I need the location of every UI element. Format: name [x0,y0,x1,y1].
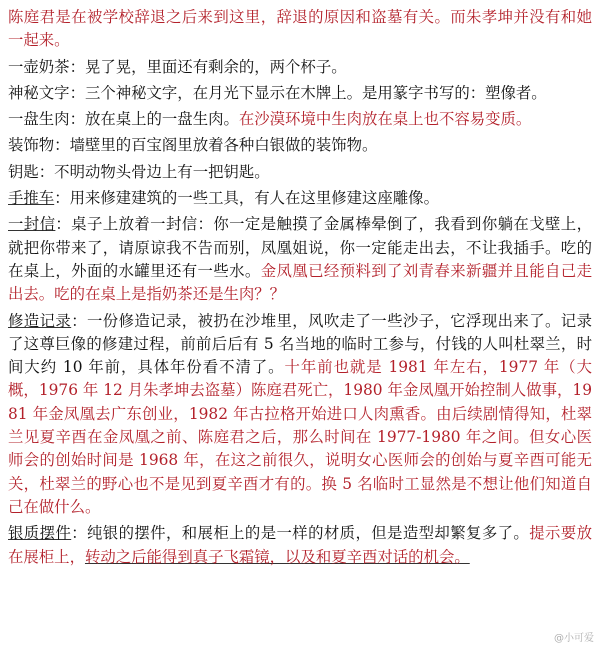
annotation-text: 在沙漠环境中生肉放在桌上也不容易变质。 [238,110,532,129]
item-term: 手推车 [8,189,55,208]
annotation-text: 十年前也就是 1981 年左右，1977 年（大概，1976 年 12 月朱孝坤去盗墓）陈庭君死亡，1980 年金凤凰开始控制人做事，1981 年金凤凰去广东创业，1982 年古拉格开始进口人肉熏香。由后续剧情得知，杜翠兰见夏辛酉在金凤凰之前、陈庭君之后，那么时间在 1977-1980 年之间。但女心医师会的创始时间是 1968 年，在这之前很久，说明女心医师会的创始与夏辛酉可能无关，杜翠兰的野心也不是见到夏辛酉才有的。换 5 名临时工显然是不想让他们知道自己在做什么。 [8,358,592,516]
body-text: ：一份修造记录，被扔在沙堆里，风吹走了一些沙子，它浮现出来了。记录了这尊巨像的修建过程，前前后后有 5 名当地的临时工参与，付钱的人叫杜翠兰，时间大约 10 年前，具体年份看不清了。 [8,311,592,377]
paragraph-letter [8,213,592,306]
paragraph-milk-tea [8,56,592,79]
paragraph-build-record [8,310,592,520]
body-text: ：用来修建建筑的一些工具，有人在这里修建这座雕像。 [54,189,439,208]
watermark: @小可爱 [554,633,594,644]
annotation-text: 金凤凰已经预料到了刘青春来新疆并且能自己走出去。吃的在桌上是指奶茶还是生肉？？ [8,261,592,304]
paragraph-key [8,161,592,184]
paragraph-mystic-script [8,82,592,105]
paragraph-decorations [8,134,592,157]
item-term: 银质摆件 [8,524,72,543]
body-text: 神秘文字：三个神秘文字，在月光下显示在木牌上。是用篆字书写的：塑像者。 [8,83,547,102]
body-text: 装饰物：墙壁里的百宝阁里放着各种白银做的装饰物。 [8,136,378,155]
body-text: ：桌子上放着一封信：你一定是触摸了金属棒晕倒了，我看到你躺在戈壁上，就把你带来了，请原谅我不告而别，凤凰姐说，你一定能走出去，不让我插手。吃的在桌上，外面的水罐里还有一些水。 [8,215,592,280]
paragraph-handcart [8,187,592,210]
annotation-text: 转动之后能得到真子飞霜镜，以及和夏辛酉对话的机会。 [84,547,470,566]
item-term: 修造记录 [8,311,72,330]
annotation-text: 陈庭君是在被学校辞退之后来到这里，辞退的原因和盗墓有关。而朱孝坤并没有和她一起来。 [8,8,592,50]
paragraph-silver-ornament [8,522,592,569]
paragraph-raw-meat [8,108,592,131]
paragraph-intro [8,6,592,53]
annotation-text: 提示要放在展柜上， [8,524,592,566]
body-text: 一盘生肉：放在桌上的一盘生肉。 [8,110,239,129]
body-text: ：纯银的摆件，和展柜上的是一样的材质，但是造型却繁复多了。 [71,524,530,543]
item-term: 一封信 [8,215,56,234]
body-text: 一壶奶茶：晃了晃，里面还有剩余的，两个杯子。 [8,57,347,76]
body-text: 钥匙：不明动物头骨边上有一把钥匙。 [8,162,270,181]
